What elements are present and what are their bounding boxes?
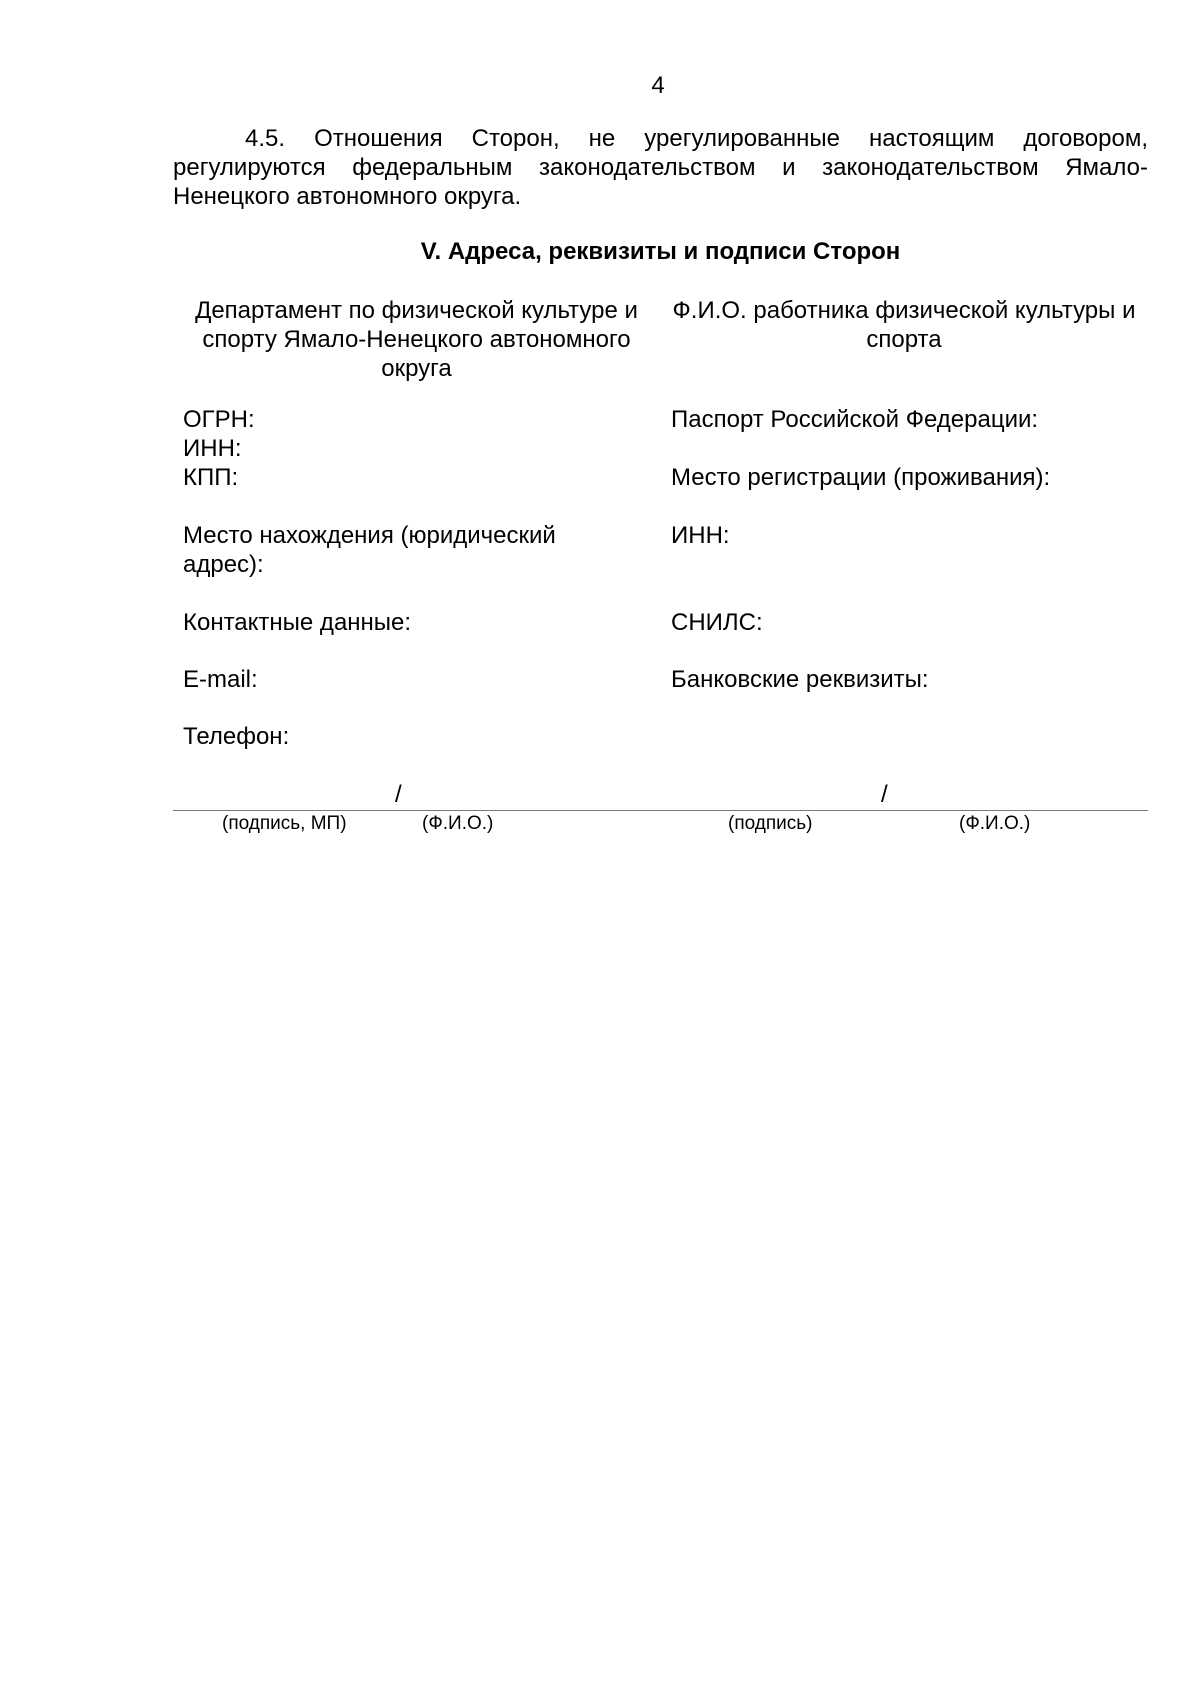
phone-label: Телефон: <box>183 723 290 750</box>
kpp-label: КПП: <box>183 464 239 491</box>
right-signature-slash: / <box>881 781 888 808</box>
left-signature-slash: / <box>395 781 402 808</box>
passport-label: Паспорт Российской Федерации: <box>671 406 1039 433</box>
left-party-header: Департамент по физической культуре и спорту Ямало-Ненецкого автономного округа <box>195 297 638 382</box>
left-inn-label: ИНН: <box>183 435 242 462</box>
right-signature-caption: (подпись) <box>728 813 813 834</box>
right-name-caption: (Ф.И.О.) <box>959 813 1031 834</box>
bank-details-label: Банковские реквизиты: <box>671 666 929 693</box>
ogrn-label: ОГРН: <box>183 406 255 433</box>
right-party-header: Ф.И.О. работника физической культуры и спорта <box>672 297 1136 353</box>
contacts-label: Контактные данные: <box>183 609 412 636</box>
left-name-caption: (Ф.И.О.) <box>422 813 494 834</box>
registration-label: Место регистрации (проживания): <box>671 464 1051 491</box>
email-label: E-mail: <box>183 666 258 693</box>
signature-area <box>173 780 1148 840</box>
left-signature-caption: (подпись, МП) <box>222 813 347 834</box>
snils-label: СНИЛС: <box>671 609 763 636</box>
paragraph-4-5: 4.5. Отношения Сторон, не урегулированные настоящим договором, регулируются федеральным законодательством и законодательством Ямало-Ненецкого автономного округа. <box>173 125 1148 210</box>
section-title: V. Адреса, реквизиты и подписи Сторон <box>420 238 901 265</box>
right-inn-label: ИНН: <box>671 522 730 549</box>
legal-address-label: Место нахождения (юридический адрес): <box>183 522 556 578</box>
page-number: 4 <box>651 72 665 99</box>
signature-line <box>173 810 1148 811</box>
